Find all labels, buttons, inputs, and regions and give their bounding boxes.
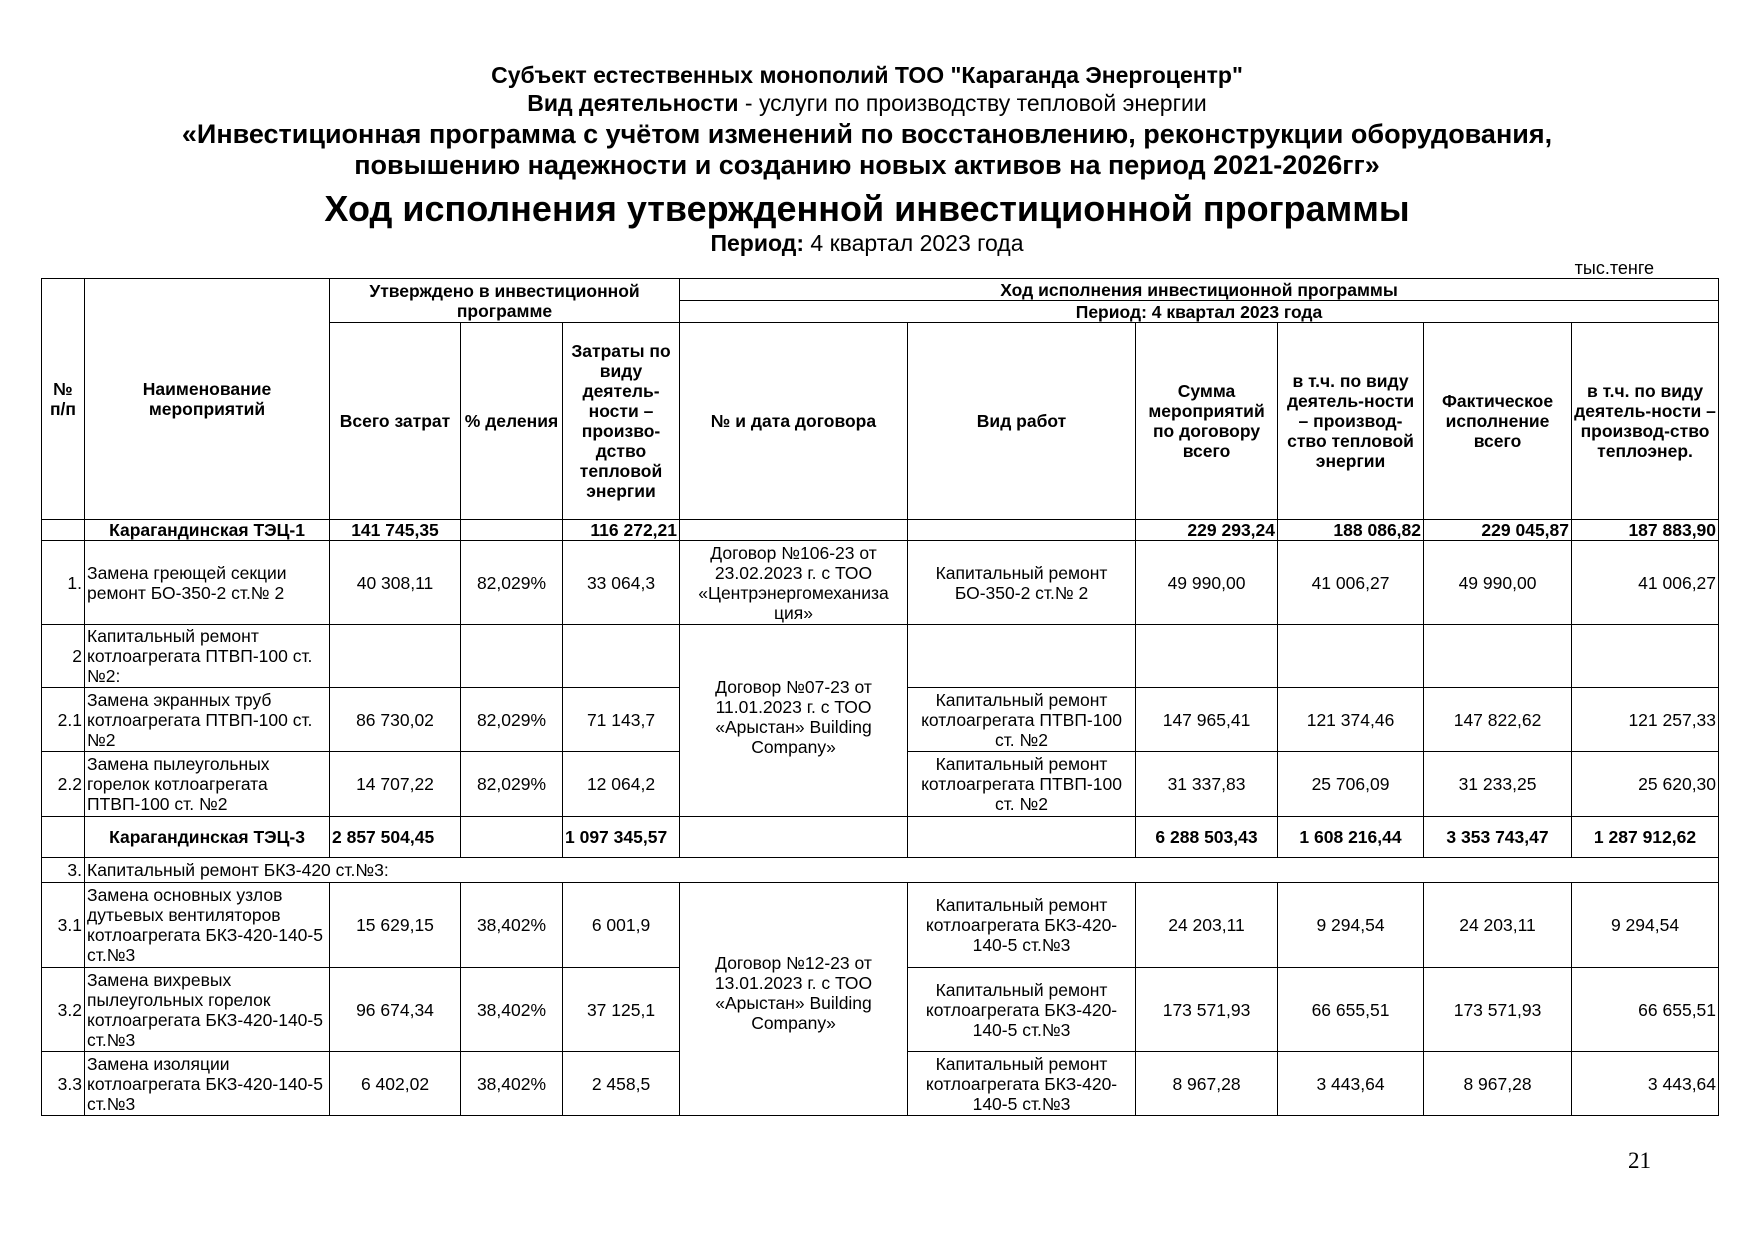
activity-type-line xyxy=(0,90,1744,117)
cell-work: Капитальный ремонт котлоагрегата БКЗ-420-140-5 ст.№3 xyxy=(908,883,1136,968)
cell-num: 3.1 xyxy=(42,883,85,968)
cell-work: Капитальный ремонт котлоагрегата БКЗ-420-140-5 ст.№3 xyxy=(908,968,1136,1052)
cell-cost-activity: 12 064,2 xyxy=(563,752,680,817)
cell-name: Замена основных узлов дутьевых вентиляторов котлоагрегата БКЗ-420-140-5 ст.№3 xyxy=(85,883,330,968)
cell-name: Замена изоляции котлоагрегата БКЗ-420-140-5 ст.№3 xyxy=(85,1052,330,1116)
col-header-actual-total: Фактическое исполнение всего xyxy=(1424,323,1572,520)
cell-contract-sum: 8 967,28 xyxy=(1136,1052,1278,1116)
table-row-3-1 xyxy=(42,883,1719,968)
cell-contract-sum: 49 990,00 xyxy=(1136,541,1278,625)
cell-actual-activity: 66 655,51 xyxy=(1572,968,1719,1052)
col-header-contract: № и дата договора xyxy=(680,323,908,520)
cell-percent: 82,029% xyxy=(461,752,563,817)
cell-num: 3. xyxy=(42,858,85,883)
cell-percent: 82,029% xyxy=(461,541,563,625)
cell-name: Карагандинская ТЭЦ-1 xyxy=(85,520,330,541)
cell-total: 6 402,02 xyxy=(330,1052,461,1116)
cell-name: Замена греющей секции ремонт БО-350-2 ст.№ 2 xyxy=(85,541,330,625)
cell-num: 1. xyxy=(42,541,85,625)
cell-contract-sum-activity: 66 655,51 xyxy=(1278,968,1424,1052)
cell-contract-sum: 31 337,83 xyxy=(1136,752,1278,817)
col-header-total-cost: Всего затрат xyxy=(330,323,461,520)
cell-actual-activity: 121 257,33 xyxy=(1572,688,1719,752)
cell-total: 96 674,34 xyxy=(330,968,461,1052)
table-row-tec1-total xyxy=(42,520,1719,541)
period-label: Период: xyxy=(710,230,805,256)
cell-num: 3.3 xyxy=(42,1052,85,1116)
cell-num: 2.2 xyxy=(42,752,85,817)
cell-contract-sum-activity: 3 443,64 xyxy=(1278,1052,1424,1116)
program-title-line-2: повышению надежности и созданию новых активов на период 2021-2026гг» xyxy=(354,150,1380,180)
cell-name: Замена экранных труб котлоагрегата ПТВП-100 ст. №2 xyxy=(85,688,330,752)
col-header-percent: % деления xyxy=(461,323,563,520)
period-value: 4 квартал 2023 года xyxy=(804,230,1024,256)
cell-total: 15 629,15 xyxy=(330,883,461,968)
cell-actual-total: 173 571,93 xyxy=(1424,968,1572,1052)
cell-actual-activity: 9 294,54 xyxy=(1572,883,1719,968)
program-title-line-1: «Инвестиционная программа с учётом изменений по восстановлению, реконструкции оборудования, xyxy=(181,119,1553,149)
cell-actual-activity: 25 620,30 xyxy=(1572,752,1719,817)
table-row-1 xyxy=(42,541,1719,625)
cell-actual-total: 3 353 743,47 xyxy=(1424,817,1572,858)
cell-cost-activity: 1 097 345,57 xyxy=(563,817,680,858)
cell-percent: 38,402% xyxy=(461,1052,563,1116)
cell-work: Капитальный ремонт БО-350-2 ст.№ 2 xyxy=(908,541,1136,625)
col-header-name: Наименование мероприятий xyxy=(85,279,330,520)
unit-label: тыс.тенге xyxy=(1574,258,1654,278)
cell-contract-sum-activity: 188 086,82 xyxy=(1278,520,1424,541)
cell-total: 2 857 504,45 xyxy=(330,817,461,858)
col-header-work-type: Вид работ xyxy=(908,323,1136,520)
cell-total: 40 308,11 xyxy=(330,541,461,625)
cell-total: 14 707,22 xyxy=(330,752,461,817)
investment-table xyxy=(41,278,1719,1116)
cell-contract-3: Договор №12-23 от 13.01.2023 г. с ТОО «Арыстан» Building Company» xyxy=(680,883,908,1116)
cell-actual-total: 147 822,62 xyxy=(1424,688,1572,752)
col-header-contract-sum: Сумма мероприятий по договору всего xyxy=(1136,323,1278,520)
cell-contract-sum: 24 203,11 xyxy=(1136,883,1278,968)
col-header-progress-period: Период: 4 квартал 2023 года xyxy=(680,301,1719,323)
cell-contract-sum: 6 288 503,43 xyxy=(1136,817,1278,858)
cell-num: 2.1 xyxy=(42,688,85,752)
cell-contract-sum-activity: 9 294,54 xyxy=(1278,883,1424,968)
cell-contract-sum: 229 293,24 xyxy=(1136,520,1278,541)
program-title xyxy=(0,119,1744,181)
cell-work: Капитальный ремонт котлоагрегата БКЗ-420-140-5 ст.№3 xyxy=(908,1052,1136,1116)
table-row-tec3-total xyxy=(42,817,1719,858)
header-line-1: Субъект естественных монополий ТОО "Караганда Энергоцентр" xyxy=(491,62,1243,88)
cell-contract-sum: 173 571,93 xyxy=(1136,968,1278,1052)
cell-cost-activity: 2 458,5 xyxy=(563,1052,680,1116)
cell-percent: 38,402% xyxy=(461,968,563,1052)
cell-contract: Договор №106-23 от 23.02.2023 г. с ТОО «Центрэнергомеханиза ция» xyxy=(680,541,908,625)
cell-contract-2: Договор №07-23 от 11.01.2023 г. с ТОО «Арыстан» Building Company» xyxy=(680,625,908,817)
document-title: Ход исполнения утвержденной инвестиционной программы xyxy=(324,188,1410,229)
cell-num: 3.2 xyxy=(42,968,85,1052)
cell-total: 86 730,02 xyxy=(330,688,461,752)
cell-actual-activity: 187 883,90 xyxy=(1572,520,1719,541)
cell-actual-total: 24 203,11 xyxy=(1424,883,1572,968)
activity-type-label: Вид деятельности xyxy=(527,90,739,116)
header-row-1 xyxy=(42,279,1719,301)
cell-name: Замена вихревых пылеугольных горелок котлоагрегата БКЗ-420-140-5 ст.№3 xyxy=(85,968,330,1052)
cell-name: Карагандинская ТЭЦ-3 xyxy=(85,817,330,858)
cell-actual-total: 31 233,25 xyxy=(1424,752,1572,817)
col-header-contract-sum-activity: в т.ч. по виду деятель-ности – производ-ство тепловой энергии xyxy=(1278,323,1424,520)
cell-name: Капитальный ремонт БКЗ-420 ст.№3: xyxy=(85,858,1719,883)
page-number: 21 xyxy=(1628,1148,1651,1173)
cell-actual-total: 229 045,87 xyxy=(1424,520,1572,541)
cell-cost-activity: 33 064,3 xyxy=(563,541,680,625)
cell-actual-activity: 3 443,64 xyxy=(1572,1052,1719,1116)
cell-percent: 82,029% xyxy=(461,688,563,752)
cell-work: Капитальный ремонт котлоагрегата ПТВП-100 ст. №2 xyxy=(908,752,1136,817)
cell-work: Капитальный ремонт котлоагрегата ПТВП-100 ст. №2 xyxy=(908,688,1136,752)
cell-actual-activity: 1 287 912,62 xyxy=(1572,817,1719,858)
period-line xyxy=(0,230,1744,257)
cell-percent: 38,402% xyxy=(461,883,563,968)
col-header-num: № п/п xyxy=(42,279,85,520)
col-header-cost-activity: Затраты по виду деятель-ности – произво-дство тепловой энергии xyxy=(563,323,680,520)
activity-type-value: - услуги по производству тепловой энергии xyxy=(738,90,1207,116)
cell-name: Замена пылеугольных горелок котлоагрегата ПТВП-100 ст. №2 xyxy=(85,752,330,817)
cell-contract-sum-activity: 1 608 216,44 xyxy=(1278,817,1424,858)
cell-total: 141 745,35 xyxy=(330,520,461,541)
col-header-progress: Ход исполнения инвестиционной программы xyxy=(680,279,1719,301)
col-header-approved: Утверждено в инвестиционной программе xyxy=(330,279,680,323)
table-row-2 xyxy=(42,625,1719,688)
cell-contract-sum-activity: 41 006,27 xyxy=(1278,541,1424,625)
cell-contract-sum-activity: 25 706,09 xyxy=(1278,752,1424,817)
cell-contract-sum-activity: 121 374,46 xyxy=(1278,688,1424,752)
cell-cost-activity: 71 143,7 xyxy=(563,688,680,752)
table-row-3 xyxy=(42,858,1719,883)
cell-contract-sum: 147 965,41 xyxy=(1136,688,1278,752)
cell-cost-activity: 116 272,21 xyxy=(563,520,680,541)
col-header-actual-activity: в т.ч. по виду деятель-ности – производ-ство теплоэнер. xyxy=(1572,323,1719,520)
cell-actual-total: 8 967,28 xyxy=(1424,1052,1572,1116)
cell-num: 2 xyxy=(42,625,85,688)
cell-actual-total: 49 990,00 xyxy=(1424,541,1572,625)
cell-name: Капитальный ремонт котлоагрегата ПТВП-100 ст.№2: xyxy=(85,625,330,688)
cell-cost-activity: 37 125,1 xyxy=(563,968,680,1052)
cell-cost-activity: 6 001,9 xyxy=(563,883,680,968)
cell-actual-activity: 41 006,27 xyxy=(1572,541,1719,625)
